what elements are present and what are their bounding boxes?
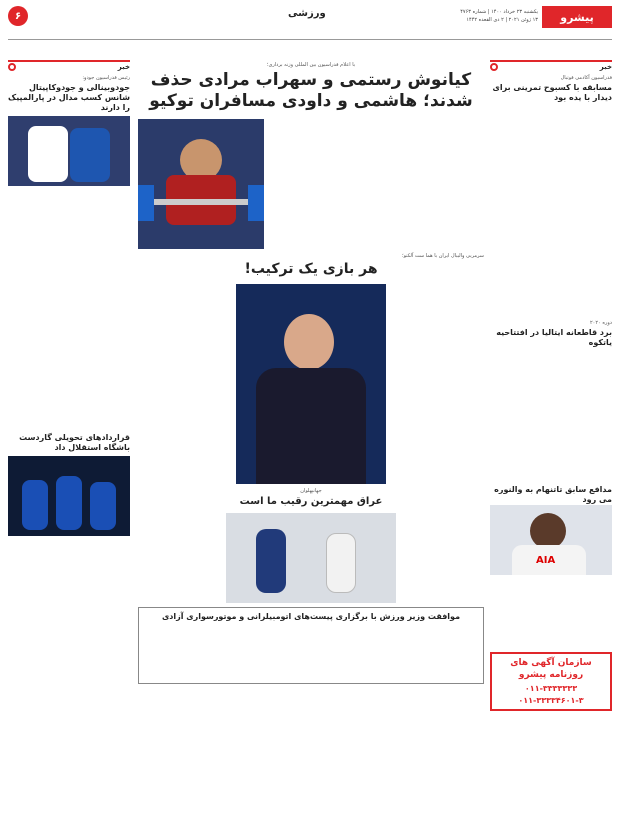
- bottom-kicker: جهانپهلوان: [300, 488, 322, 494]
- khabar-bar: [8, 60, 130, 72]
- page-number: ۶: [8, 6, 28, 26]
- left-column: [8, 60, 130, 830]
- ad-phone-2: ۰۱۱-۳۳۳۳۴۶۰۱-۳: [518, 696, 584, 706]
- article-body-placeholder: [138, 284, 230, 484]
- khabar-bar: [490, 60, 612, 72]
- article-body-placeholder: [490, 577, 612, 647]
- article-title: جودوبینالی و جودوکاپیتال شانس کسب مدال در پارالمپیک را دارند: [8, 83, 130, 112]
- circle-icon: [490, 63, 498, 71]
- ad-title: سازمان آگهی های روزنامه پیشرو: [510, 658, 592, 680]
- date-line-1: یکشنبه ۲۳ خرداد ۱۴۰۰ | شماره ۴۷۶۳: [460, 9, 538, 15]
- article-body-placeholder: [138, 513, 220, 603]
- middle-column: [138, 60, 484, 830]
- sub-headline: هر بازی یک ترکیب!: [244, 260, 378, 277]
- info-box: [138, 607, 484, 684]
- right-column: [490, 60, 612, 830]
- football-team-photo: [8, 456, 130, 536]
- article-title: برد قاطعانه ایتالیا در افتتاحیه یاتکوه: [496, 328, 612, 347]
- bottom-headline: عراق مهمترین رقیب ما است: [239, 496, 383, 507]
- page-header: [8, 6, 612, 40]
- box-title: موافقت وزیر ورزش با برگزاری پیست‌های اتومبیلرانی و موتورسواری آزادی: [161, 611, 461, 621]
- khabar-label: خبر: [599, 63, 612, 71]
- article-body-placeholder: [392, 284, 484, 484]
- article-kicker: دوره ۲۰۲۰: [589, 320, 612, 326]
- article-body-placeholder: [380, 119, 484, 249]
- lead-kicker: با اعلام فدراسیون بین المللی وزنه برداری؛: [266, 62, 356, 68]
- article-body-placeholder: [8, 538, 130, 788]
- newspaper-logo: پیشرو: [542, 6, 612, 28]
- article-title: مسابقه با کسبوح تمرینی برای دیدار با یده بود: [492, 83, 612, 102]
- article-body-placeholder: [270, 119, 374, 249]
- date-line-2: ۱۳ ژوئن ۲۰۲۱ | ۲ ذی القعده ۱۴۴۲: [466, 17, 538, 23]
- volleyball-coach-photo: [236, 284, 386, 484]
- article-body-placeholder: [490, 350, 612, 480]
- article-body-placeholder: [490, 105, 612, 315]
- weightlifter-photo: [138, 119, 264, 249]
- ad-phone-1: ۰۱۱-۳۳۳۳۳۳۳: [524, 684, 578, 694]
- article-kicker: فدراسیون آکادمی فوتبال: [560, 75, 612, 81]
- article-body-placeholder: [402, 513, 484, 603]
- article-title: قراردادهای تحویلی گاردست باشگاه استقلال داد: [19, 433, 130, 452]
- ad-box: [490, 652, 612, 711]
- article-body-placeholder: [8, 188, 130, 428]
- sub-kicker: سرمربی والیبال ایران با هما ست آلکنو؛: [401, 252, 484, 259]
- sponsor-text: AIA: [536, 555, 556, 566]
- article-kicker: رئیس فدراسیون جودو:: [82, 75, 130, 81]
- date-line: [460, 8, 538, 24]
- judo-photo: [8, 116, 130, 186]
- section-title: ورزشی: [288, 8, 326, 19]
- lead-headline: کیانوش رستمی و سهراب مرادی حذف شدند؛ هاشمی و داودی مسافران توکیو: [149, 70, 473, 112]
- article-title: مدافع سابق تاتنهام به والنوره می رود: [494, 485, 612, 504]
- circle-icon: [8, 63, 16, 71]
- khabar-label: خبر: [117, 63, 130, 71]
- article-body-placeholder: [143, 624, 479, 674]
- football-match-photo: [226, 513, 396, 603]
- football-player-photo: [490, 505, 612, 575]
